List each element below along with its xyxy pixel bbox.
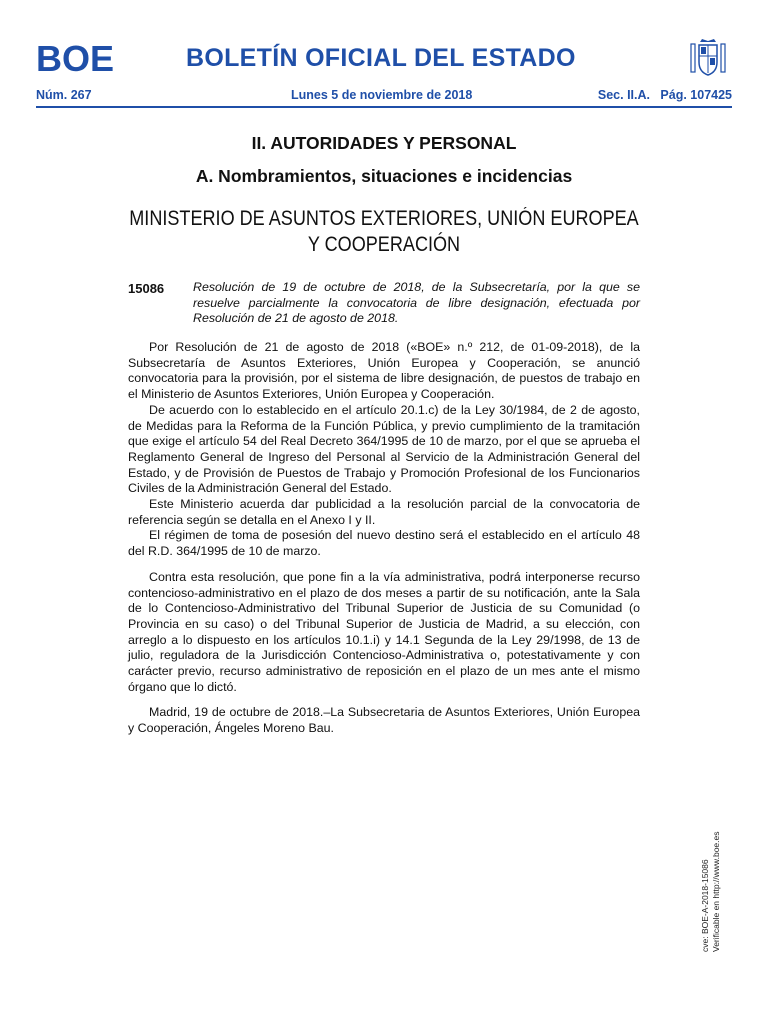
resolution-summary: Resolución de 19 de octubre de 2018, de la Subsecretaría, por la que se resuelve parcialmente la convocatoria de libre designación, efectuada por Resolución de 21 de agosto de 2018. bbox=[193, 280, 640, 325]
verification-link[interactable]: Verificable en http://www.boe.es bbox=[711, 831, 721, 952]
section-title: II. AUTORIDADES Y PERSONAL bbox=[251, 133, 517, 153]
body-paragraph: De acuerdo con lo establecido en el artículo 20.1.c) de la Ley 30/1984, de 2 de agosto, de Medidas para la Reforma de la Función Pública, y previo cumplimiento de la tramitación que exige el artículo 54 del Real Decreto 364/1995 de 10 de marzo, por el que se aprueba el Reglamento General de Ingreso del Personal al Servicio de la Administración General del Estado, y de Provisión de Puestos de Trabajo y Promoción Profesional de los Funcionarios Civiles de la Administración General del Estado. bbox=[128, 402, 640, 496]
ministry-heading bbox=[54, 206, 714, 258]
issue-number: Núm. 267 bbox=[36, 88, 92, 102]
ministry-line-1: MINISTERIO DE ASUNTOS EXTERIORES, UNIÓN EUROPEA bbox=[129, 207, 639, 230]
coat-of-arms-icon bbox=[688, 38, 728, 78]
issue-date: Lunes 5 de noviembre de 2018 bbox=[291, 88, 473, 102]
ministry-line-2: Y COOPERACIÓN bbox=[307, 233, 461, 256]
section-page: Sec. II.A. Pág. 107425 bbox=[597, 88, 732, 102]
header-divider bbox=[36, 106, 732, 108]
bulletin-title: BOLETÍN OFICIAL DEL ESTADO bbox=[186, 44, 576, 72]
boe-logo bbox=[36, 40, 116, 74]
verification-note bbox=[700, 832, 722, 953]
page-header bbox=[36, 38, 736, 80]
svg-text:BOE: BOE bbox=[36, 40, 114, 74]
section-subtitle: A. Nombramientos, situaciones e incidencias bbox=[195, 166, 573, 186]
signature-paragraph: Madrid, 19 de octubre de 2018.–La Subsecretaria de Asuntos Exteriores, Unión Europea y Cooperación, Ángeles Moreno Bau. bbox=[128, 705, 640, 736]
body-paragraph: Contra esta resolución, que pone fin a la vía administrativa, podrá interponerse recurso contencioso-administrativo en el plazo de dos meses a partir de su notificación, ante la Sala de lo Contencioso-Administrativo del Tribunal Superior de Justicia de su Comunidad (o Provincia en su caso) o del Tribunal Superior de Justicia de Madrid, a su elección, con arreglo a lo dispuesto en los artículos 10.1.i) y 14.1 Segunda de la Ley 29/1998, de 13 de julio, reguladora de la Jurisdicción Contencioso-Administrativa o, potestativamente y con carácter previo, recurso administrativo de reposición en el plazo de un mes ante el mismo órgano que lo dictó. bbox=[128, 569, 640, 694]
issue-metadata bbox=[36, 88, 732, 104]
cve-code: cve: BOE-A-2018-15086 bbox=[700, 859, 710, 952]
body-paragraph: Este Ministerio acuerda dar publicidad a la resolución parcial de la convocatoria de referencia según se detalla en el Anexo I y II. bbox=[128, 497, 640, 527]
body-paragraph: El régimen de toma de posesión del nuevo destino será el establecido en el artículo 48 del R.D. 364/1995 de 10 de marzo. bbox=[128, 528, 640, 559]
resolution-body bbox=[128, 340, 640, 737]
resolution-number: 15086 bbox=[128, 281, 165, 296]
body-paragraph: Por Resolución de 21 de agosto de 2018 («BOE» n.º 212, de 01-09-2018), de la Subsecretaría de Asuntos Exteriores, Unión Europea y Cooperación, se anunció convocatoria para la provisión, por el sistema de libre designación, de puestos de trabajo en el Ministerio de Asuntos Exteriores, Unión Europea y Cooperación. bbox=[128, 340, 640, 402]
